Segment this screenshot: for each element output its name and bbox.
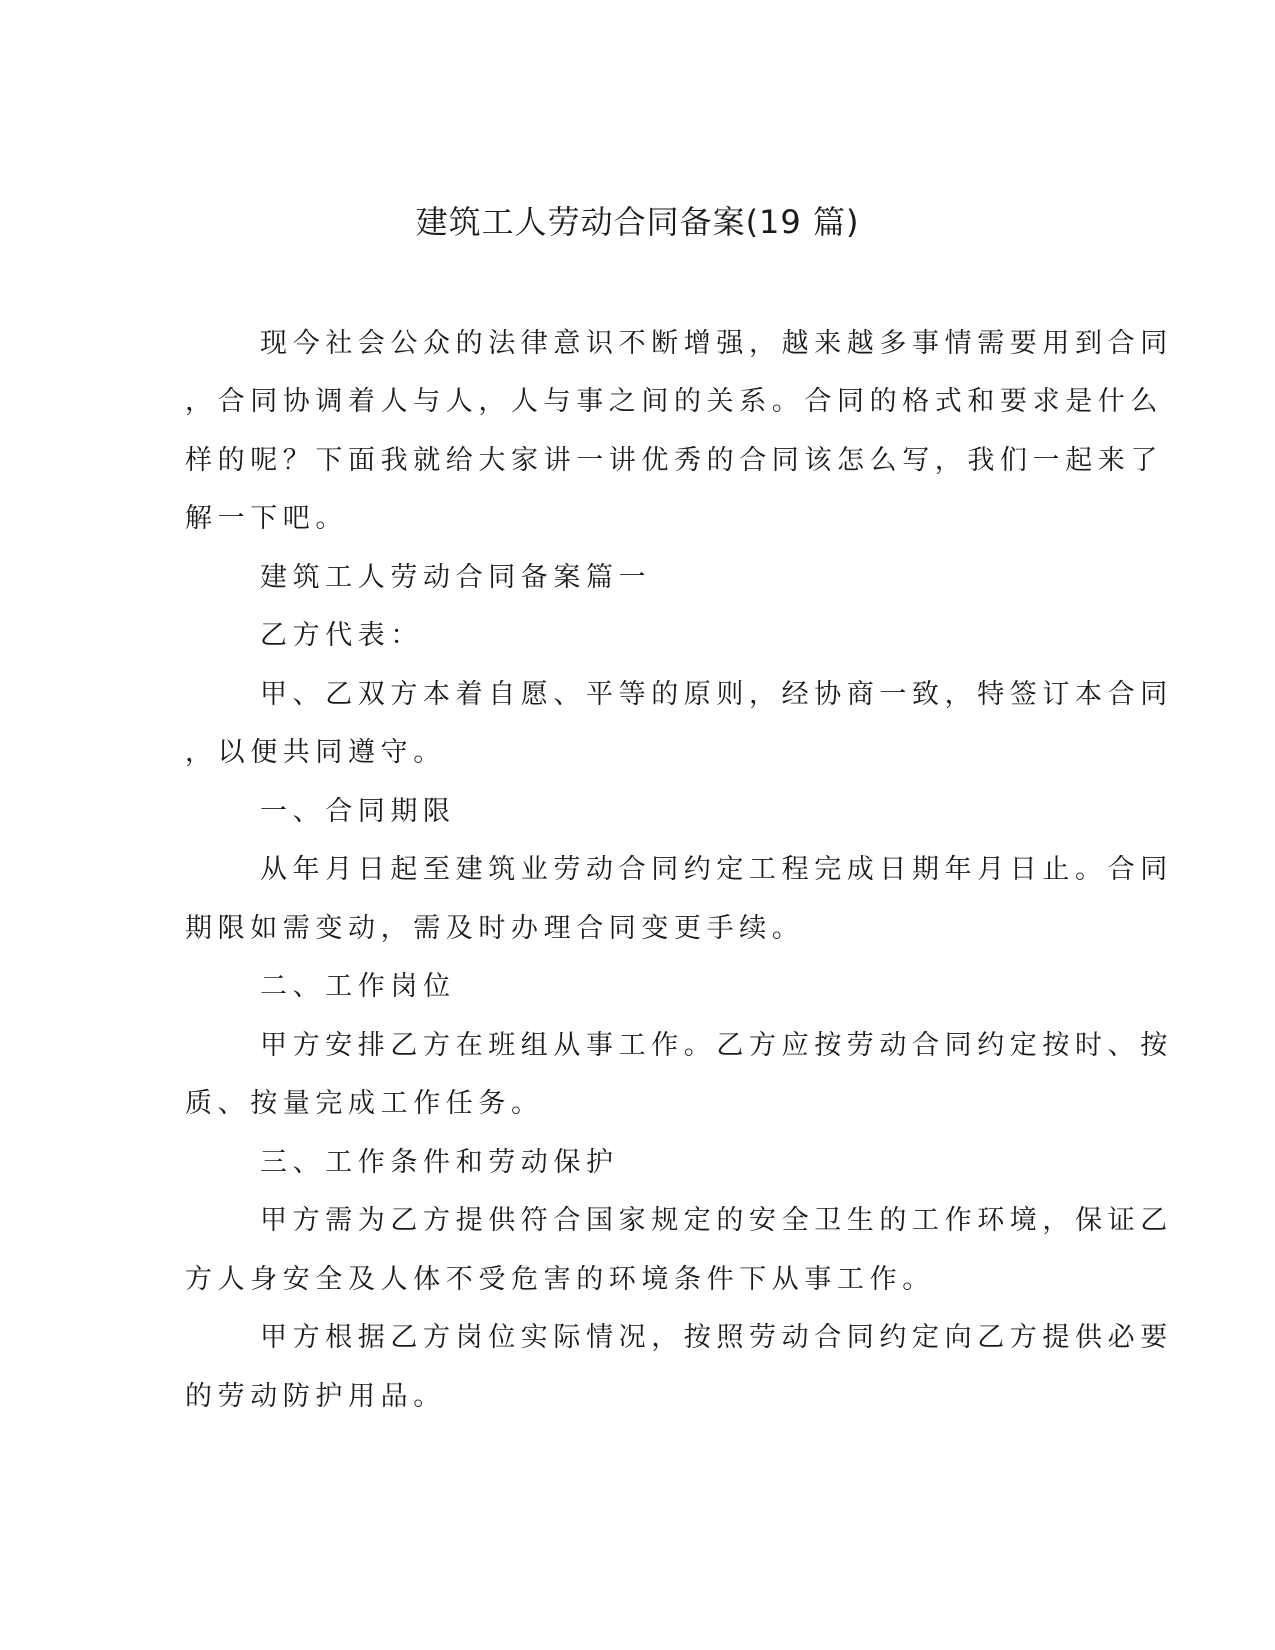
paragraph-line: 甲方安排乙方在班组从事工作。乙方应按劳动合同约定按时、按 xyxy=(260,1030,1173,1061)
paragraph-line: 解一下吧。 xyxy=(185,503,348,534)
paragraph-line: 方人身安全及人体不受危害的环境条件下从事工作。 xyxy=(185,1264,935,1295)
document-title: 建筑工人劳动合同备案(19 篇) xyxy=(415,203,860,241)
section-heading: 三、工作条件和劳动保护 xyxy=(260,1147,619,1178)
paragraph-line: 从年月日起至建筑业劳动合同约定工程完成日期年月日止。合同 xyxy=(260,854,1173,885)
paragraph-line: 现今社会公众的法律意识不断增强，越来越多事情需要用到合同 xyxy=(260,328,1173,359)
section-heading: 二、工作岗位 xyxy=(260,971,456,1002)
paragraph-line: 质、按量完成工作任务。 xyxy=(185,1088,544,1119)
paragraph-line: 甲方需为乙方提供符合国家规定的安全卫生的工作环境，保证乙 xyxy=(260,1205,1173,1236)
section-heading: 一、合同期限 xyxy=(260,796,456,827)
paragraph-line: 乙方代表： xyxy=(260,620,423,651)
paragraph-line: ，以便共同遵守。 xyxy=(185,737,446,768)
paragraph-line: 样的呢？下面我就给大家讲一讲优秀的合同该怎么写，我们一起来了 xyxy=(185,445,1163,476)
paragraph-line: 甲方根据乙方岗位实际情况，按照劳动合同约定向乙方提供必要 xyxy=(260,1322,1173,1353)
paragraph-line: ，合同协调着人与人，人与事之间的关系。合同的格式和要求是什么 xyxy=(185,386,1163,417)
paragraph-line: 的劳动防护用品。 xyxy=(185,1381,446,1412)
paragraph-line: 期限如需变动，需及时办理合同变更手续。 xyxy=(185,913,805,944)
paragraph-line: 甲、乙双方本着自愿、平等的原则，经协商一致，特签订本合同 xyxy=(260,679,1173,710)
section-heading: 建筑工人劳动合同备案篇一 xyxy=(260,562,652,593)
